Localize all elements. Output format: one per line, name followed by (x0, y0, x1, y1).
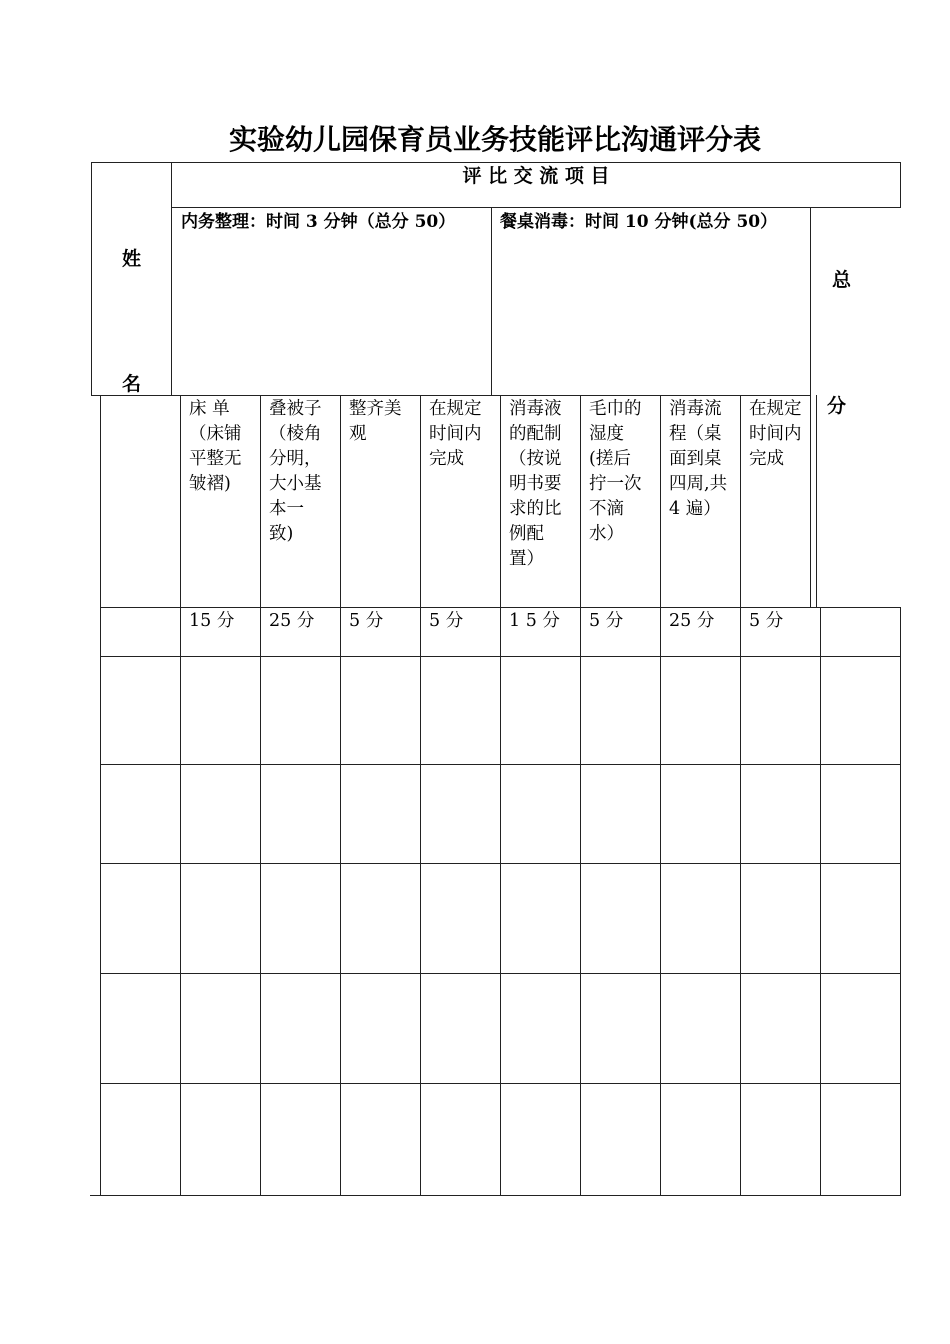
page-title: 实验幼儿园保育员业务技能评比沟通评分表 (228, 123, 761, 156)
total-column-header-bottom: 分 (827, 395, 847, 417)
table-row (100, 864, 901, 973)
criterion-folding-quilt: 叠被子 （棱角 分明， 大小基 本一 致) (269, 399, 322, 544)
score-on-time-2: 5 分 (749, 611, 784, 631)
section-housekeeping-header: 内务整理：时间 3 分钟（总分 50） (181, 212, 456, 232)
criterion-disinfect-procedure: 消毒流 程（桌 面到桌 四周,共 4 遍） (669, 399, 728, 519)
section-disinfection-header: 餐桌消毒：时间 10 分钟(总分 50） (500, 212, 778, 232)
criterion-on-time-2: 在规定 时间内 完成 (749, 399, 802, 469)
table-row (100, 765, 901, 863)
table-row (100, 1084, 901, 1195)
table-row (100, 657, 901, 764)
name-column-header-top: 姓 (122, 248, 142, 270)
total-column-header-top: 总 (832, 269, 852, 291)
table-row (100, 974, 901, 1083)
score-bedsheet: 15 分 (189, 611, 235, 631)
criterion-neatness: 整齐美 观 (349, 399, 402, 444)
criterion-bedsheet: 床 单 （床铺 平整无 皱褶) (189, 399, 242, 494)
score-towel-humidity: 5 分 (589, 611, 624, 631)
items-header: 评 比 交 流 项 目 (462, 165, 610, 187)
score-folding-quilt: 25 分 (269, 611, 315, 631)
criterion-on-time-1: 在规定 时间内 完成 (429, 399, 482, 469)
criterion-towel-humidity: 毛巾的 湿度 (搓后 拧一次 不滴 水） (589, 399, 642, 544)
criterion-disinfectant-mixing: 消毒液 的配制 （按说 明书要 求的比 例配 置） (509, 399, 562, 569)
score-disinfect-procedure: 25 分 (669, 611, 715, 631)
name-column-header-bottom: 名 (122, 373, 142, 395)
score-neatness: 5 分 (349, 611, 384, 631)
score-on-time-1: 5 分 (429, 611, 464, 631)
score-disinfectant-mixing: 1 5 分 (509, 611, 560, 631)
